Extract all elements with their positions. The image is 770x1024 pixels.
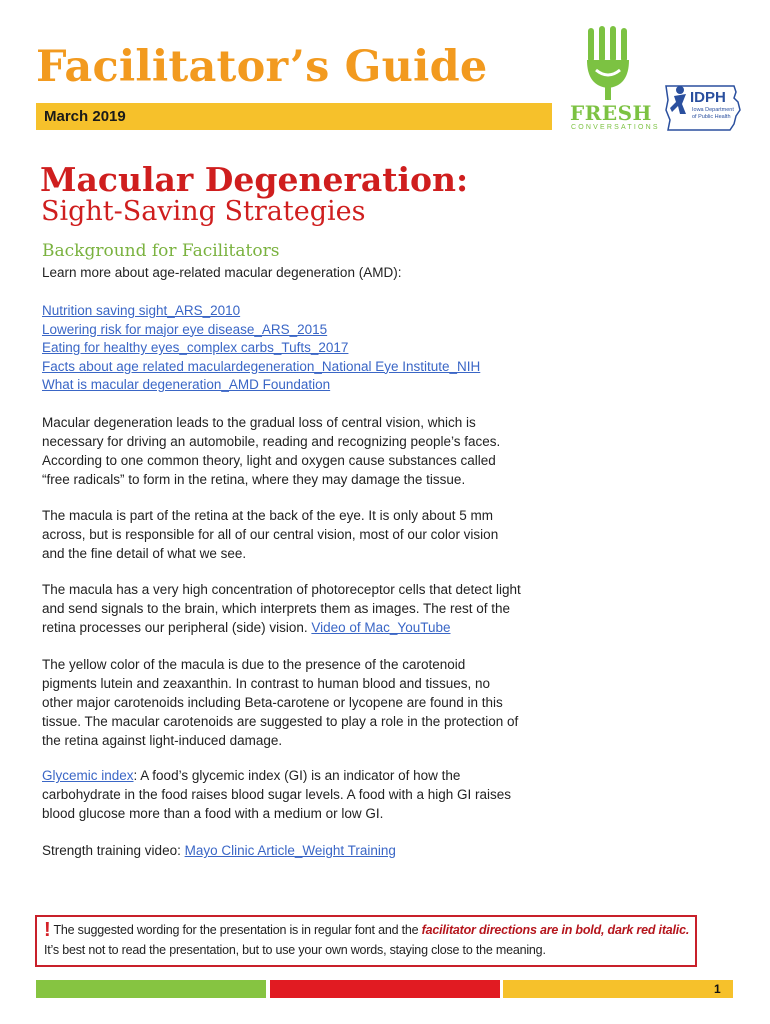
text-line: “free radicals” to form in the retina, where they may damage the tissue. [42,471,466,487]
background-heading: Background for Facilitators [42,241,280,261]
resource-link[interactable]: Facts about age related maculardegeneration_National Eye Institute_NIH [42,358,481,374]
weight-training-link[interactable]: Mayo Clinic Article_Weight Training [184,843,396,858]
text-line: According to one common theory, light and oxygen cause substances called [42,452,496,468]
idph-logo-text: IDPH [690,89,726,106]
text-line: The macula is part of the retina at the back of the eye. It is only about 5 mm [42,508,493,523]
paragraph-carotenoids [42,656,562,751]
facilitator-note [44,920,694,960]
text-line: tissue. The macular carotenoids are suggested to play a role in the protection of [42,713,519,729]
text-line: other major carotenoids including Beta-carotene or lycopene are found in this [42,694,503,710]
resource-link[interactable]: What is macular degeneration_AMD Foundation [42,377,331,392]
text-line: the retina against light-induced damage. [42,732,283,748]
text-line: carbohydrate in the food raises blood sugar levels. A food with a high GI raises [42,786,512,802]
resource-link-list [42,302,480,395]
fresh-logo-text: FRESH [570,101,652,125]
note-text: It’s best not to read the presentation, but to use your own words, staying close to the meaning. [44,943,546,957]
fork-logo-icon [586,26,630,100]
footer-bar-yellow [503,980,733,998]
text-line: across, but is responsible for all of our central vision, most of our color vision [42,526,499,542]
text-line: retina processes our peripheral (side) vision. [42,619,312,635]
guide-date: March 2019 [44,108,126,125]
idph-logo-sub2: of Public Health [692,114,731,120]
page-number: 1 [714,982,721,996]
paragraph-macula [42,507,562,564]
idph-logo-sub1: Iowa Department [692,107,734,113]
guide-title: Facilitator’s Guide [36,42,488,92]
footer-bar-green [36,980,266,998]
text-line: pigments lutein and zeaxanthin. In contrast to human blood and tissues, no [42,675,491,691]
paragraph-glycemic-index [42,767,562,824]
text-line: and the fine detail of what we see. [42,545,247,561]
paragraph-strength-training [42,842,562,861]
text-line: and send signals to the brain, which interprets them as images. The rest of the [42,600,511,616]
text-line: The macula has a very high concentration of photoreceptor cells that detect light [42,582,521,597]
text-line: The yellow color of the macula is due to the presence of the carotenoid [42,657,466,672]
glycemic-index-link[interactable]: Glycemic index [42,768,134,783]
footer-bar-red [270,980,500,998]
text-line: necessary for driving an automobile, reading and recognizing people’s faces. [42,433,501,449]
resource-link[interactable]: Eating for healthy eyes_complex carbs_Tufts_2017 [42,340,349,355]
text-line: : A food’s glycemic index (GI) is an indicator of how the [133,768,461,783]
idph-logo [664,80,742,136]
background-intro: Learn more about age-related macular degeneration (AMD): [42,265,402,280]
note-emphasis: facilitator directions are in bold, dark red italic. [421,923,690,937]
page-subtitle: Sight-Saving Strategies [41,196,366,227]
note-text: The suggested wording for the presentation is in regular font and the [53,923,422,937]
page-title: Macular Degeneration: [40,160,469,199]
text-line: Strength training video: [42,843,185,858]
exclamation-icon: ! [44,919,51,941]
text-line: blood glucose more than a food with a medium or low GI. [42,805,384,821]
person-logo-icon [676,86,684,94]
resource-link[interactable]: Nutrition saving sight_ARS_2010 [42,303,241,318]
video-link[interactable]: Video of Mac_YouTube [311,619,451,635]
paragraph-photoreceptors [42,581,562,638]
paragraph-macular-degeneration [42,414,562,490]
text-line: Macular degeneration leads to the gradual loss of central vision, which is [42,415,476,430]
conversations-logo-text: CONVERSATIONS [571,124,660,131]
resource-link[interactable]: Lowering risk for major eye disease_ARS_2015 [42,321,328,337]
